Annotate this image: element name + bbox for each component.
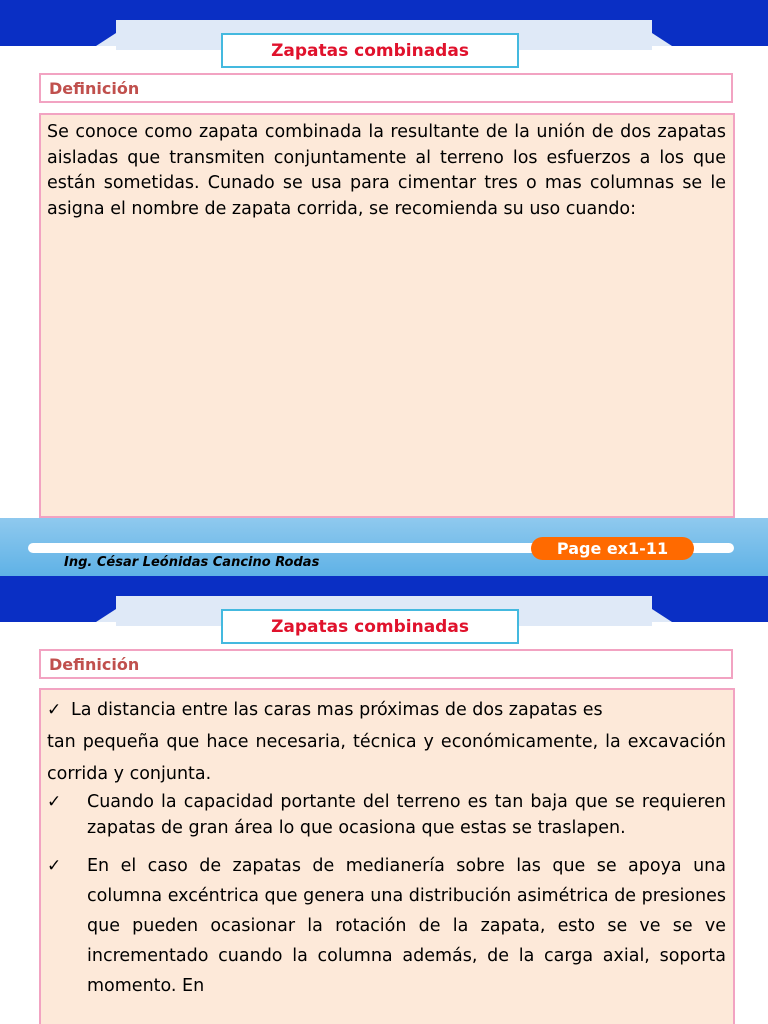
bullet-text: tan pequeña que hace necesaria, técnica y económicamente, la excavación corrida y conjunta. [47,732,726,784]
bullet-text: Cuando la capacidad portante del terreno es tan baja que se requieren zapatas de gran área lo que ocasiona que estas se traslapen. [87,792,726,838]
page-number-badge: Page ex1-11 [531,537,694,560]
author-name: Ing. César Leónidas Cancino Rodas [64,555,320,570]
bullet-item [47,851,726,1001]
check-icon: ✓ [47,700,62,720]
header-bar-notch-right [632,20,672,46]
bullet-text-first-line: La distancia entre las caras mas próximas de dos zapatas es [71,700,603,720]
bullet-item [47,694,726,790]
check-icon: ✓ [47,792,62,812]
bullet-item [47,790,726,841]
section-label: Definición [39,649,733,679]
section-label: Definición [39,73,733,103]
footer-band [0,518,768,576]
slide-2 [0,576,768,1024]
content-panel [39,688,735,1024]
slide-title: Zapatas combinadas [221,33,519,68]
content-panel [39,113,735,518]
slide-title: Zapatas combinadas [221,609,519,644]
header-bar-notch-right [632,596,672,622]
definition-paragraph: Se conoce como zapata combinada la resultante de la unión de dos zapatas aisladas que transmiten conjuntamente al terreno los esfuerzos a los que están sometidas. Cunado se usa para cimentar tres o mas columnas se le asigna el nombre de zapata corrida, se recomienda su uso cuando: [47,122,726,219]
check-icon: ✓ [47,856,62,876]
bullet-text: En el caso de zapatas de medianería sobre las que se apoya una columna excéntrica que genera una distribución asimétrica de presiones que pueden ocasionar la rotación de la zapata, esto se ve se ve incrementado cuando la columna además, de la carga axial, soporta momento. En [87,856,726,996]
